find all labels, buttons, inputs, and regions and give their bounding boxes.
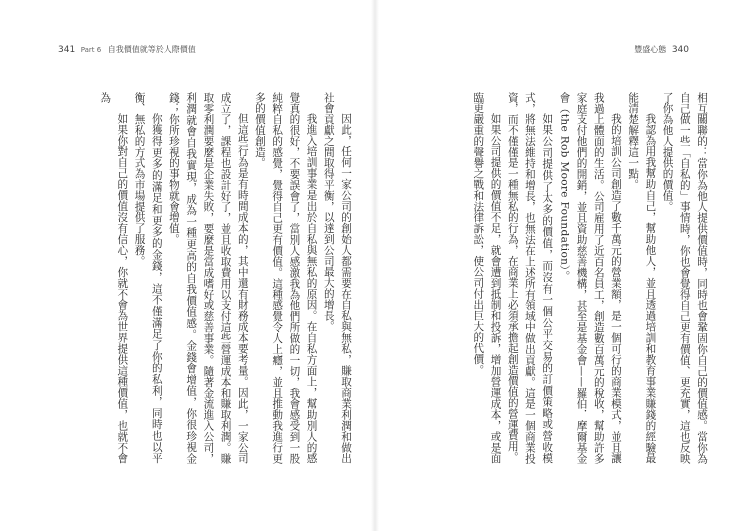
right-page-number: 340 bbox=[671, 45, 689, 55]
right-page-body bbox=[414, 92, 710, 464]
left-page-body bbox=[64, 92, 354, 464]
paragraph: 相互關聯的：當你為他人提供價值時，同時也會鞏固你自己的價值感。當你為自己做一些「自私的」事情時，你也會覺得自己更有價值、更充實，這也反映了你為他人提供的價值。 bbox=[661, 92, 708, 464]
paragraph: 因此，任何一家公司的創始人都需要在自私與無私，賺取商業利潤和做出社會貢獻之間取得平衡，以達到公司最大的增長。 bbox=[322, 92, 352, 464]
left-running-header bbox=[55, 44, 196, 55]
paragraph: 如果你對自己的價值沒有信心，你就不會為世界提供這種價值，也就不會為 bbox=[99, 92, 129, 464]
left-page-number: 341 bbox=[58, 45, 76, 55]
left-page bbox=[0, 0, 372, 531]
right-running-head: 豐盛心態 bbox=[634, 45, 667, 54]
paragraph: 但這些行為是有時間成本的，其中還有財務成本要考量。因此，一家公司成立了，課程也設計好了，並且收取費用以支付這些營運成本和賺取利潤。賺取零利潤要麼是企業失敗，要麼是當成嗜好或慈善事業。隨著金流進入公司，利潤就會自我實現，成為一種更高的自我價值感。金錢會增值，你很珍視金錢；你所珍視的事物就會增值。 bbox=[167, 92, 249, 464]
left-running-head: 自我價值就等於人際價值 bbox=[107, 45, 196, 54]
paragraph: 你獲得更多的滿足和更多的金錢，這不僅滿足了你的私利，同時也以平衡、無私的方式為市場提供了服務。 bbox=[133, 92, 163, 464]
paragraph: 如果公司提供了太多的價值，而沒有一個公平交易的訂價策略或營收模式，將無法維持和增長，也無法在上述所有領域中做出貢獻。這是一個商業投資，而不僅僅是一種無私的行為，在商業上必須承擔起創造價值的營運費用。 bbox=[506, 92, 554, 464]
paragraph: 我的培訓公司創造了數千萬元的營業額，是一個可行的商業模式，並且讓我過上體面的生活。公司雇用了近百名員工，創造數百萬元的稅收，幫助許多家庭支付他們的開銷，並且資助慈善機構，甚至是基金會——羅伯．摩爾基金會（the Rob Moore Foundation）。 bbox=[558, 92, 622, 464]
paragraph: 我進入培訓事業是出於自私與無私的原因。在自私方面上，幫助別人的感覺真的很好，不要誤會了，當別人感激我為他們所做的一切，我會感受到一股純粹自私的感覺，覺得自己更有價值。這種感覺令人上癮，並且推動我進行更多的價值創造。 bbox=[253, 92, 318, 464]
part-label: Part 6 bbox=[80, 46, 102, 54]
right-running-header bbox=[634, 44, 692, 55]
paragraph: 如果公司提供的價值不足，就會遭到抵制和投訴，增加營運成本，或是面臨更嚴重的聲譽之戰和法律訴訟，使公司付出巨大的代價。 bbox=[472, 92, 502, 464]
paragraph: 我認為用我幫助自己，幫助他人，並且透過培訓和教育事業賺錢的經驗最能清楚解釋這一點。 bbox=[627, 92, 657, 464]
right-page bbox=[378, 0, 750, 531]
